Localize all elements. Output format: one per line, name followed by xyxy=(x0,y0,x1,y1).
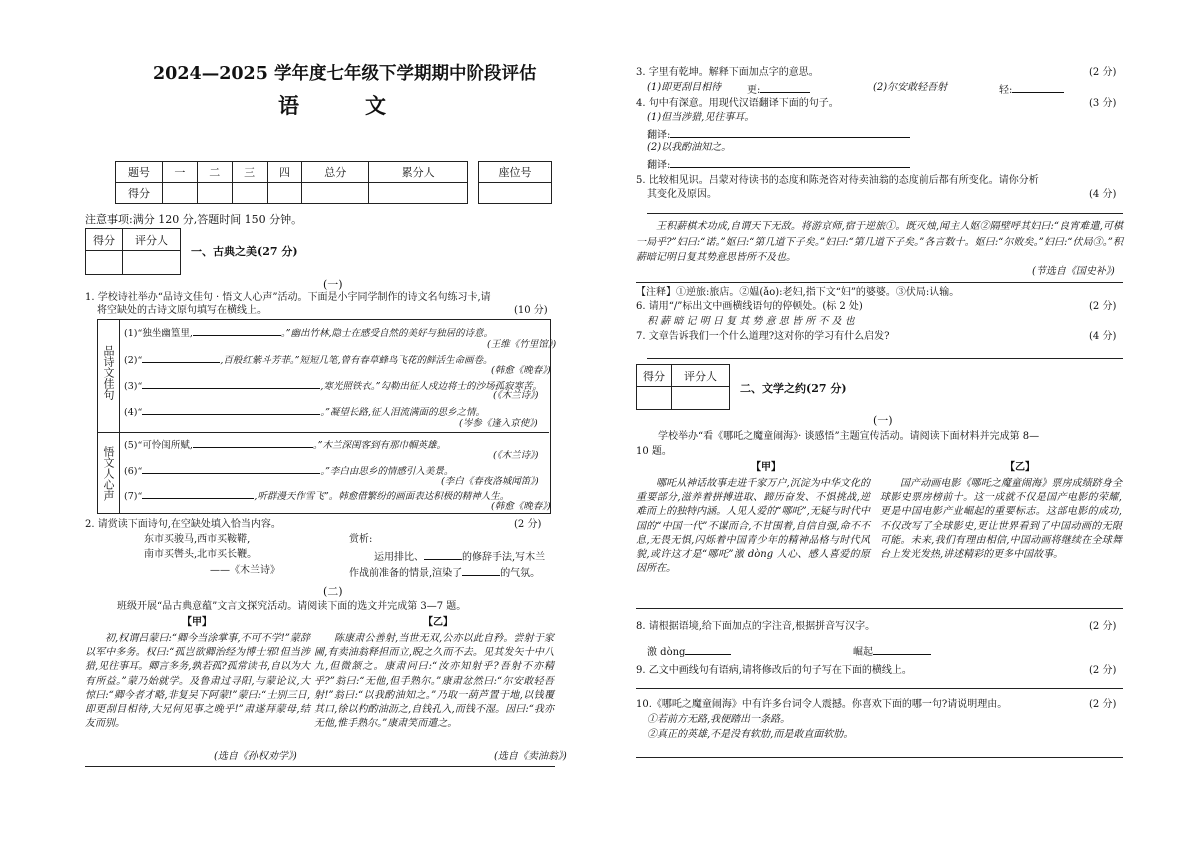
grader-name-label: 评分人 xyxy=(672,365,730,387)
q2-points: (2 分) xyxy=(514,519,542,530)
part-two-intro: 班级开展“品古典意蕴”文言文探究活动。请阅读下面的选文并完成第 3—7 题。 xyxy=(117,601,467,612)
q7-points: (4 分) xyxy=(1089,331,1117,342)
answer-blank[interactable] xyxy=(670,157,910,168)
score-cell: 二 xyxy=(197,162,232,183)
q10-answer-line[interactable] xyxy=(636,757,1123,758)
q4-item-a: (1)但当涉猎,见往事耳。 xyxy=(647,112,755,123)
q1-item-5: (5)“可怜闺所赋, 。”木兰深闺客到有那巾帼英雄。 xyxy=(124,437,446,452)
score-input[interactable] xyxy=(369,183,468,204)
q8-item-a: 激 dòng xyxy=(647,644,731,659)
q8-item-b: 崛起 xyxy=(853,644,931,659)
answer-blank[interactable] xyxy=(142,463,320,474)
passage-bing-note: 【注释】①逆旅:旅店。②媪(ǎo):老妇,指下文“妇”的婆婆。③伏局:认输。 xyxy=(636,287,960,298)
score-input[interactable] xyxy=(163,183,198,204)
seat-label: 座位号 xyxy=(479,162,552,183)
q2-appreciation-1: 运用排比、 的修辞手法,写木兰 xyxy=(374,549,545,564)
s2-yi-label: 【乙】 xyxy=(1005,462,1035,473)
score-cell: 累分人 xyxy=(369,162,468,183)
q2-poem-line2: 南市买辔头,北市买长鞭。 xyxy=(144,549,258,560)
s2-intro-2: 10 题。 xyxy=(636,446,672,457)
grader-name-input[interactable] xyxy=(672,387,730,410)
q9-stem: 9. 乙文中画线句有语病,请将修改后的句子写在下面的横线上。 xyxy=(636,665,912,676)
score-input[interactable] xyxy=(232,183,267,204)
q1-item-1: (1)“独坐幽篁里, 。”幽出竹林,隐士在感受自然的美好与独居的诗意。 xyxy=(124,325,493,340)
s2-jia-label: 【甲】 xyxy=(751,462,781,473)
exam-title: 2024—2025 学年度七年级下学期期中阶段评估 xyxy=(153,64,537,84)
q1-item-3-source: (《木兰诗》) xyxy=(493,390,539,401)
passage-jia-source: (选自《孙权劝学》) xyxy=(214,751,297,762)
s2-intro: 学校举办“看《哪吒之魔童闹海》· 谈感悟”主题宣传活动。请阅读下面材料并完成第 8— xyxy=(658,431,1040,442)
answer-blank[interactable] xyxy=(760,82,810,93)
passage-jia-label: 【甲】 xyxy=(182,617,212,628)
grader-score-input[interactable] xyxy=(637,387,672,410)
q1-item-4-source: (岑参《逢入京使》) xyxy=(459,418,538,429)
section2-title: 二、文学之约(27 分) xyxy=(740,382,847,395)
score-cell: 题号 xyxy=(116,162,163,183)
q3-item-b-answer: 轻: xyxy=(999,82,1064,97)
grader-score-label: 得分 xyxy=(86,229,123,251)
q4-points: (3 分) xyxy=(1089,98,1117,109)
q1-item-4: (4)“ 。”凝望长路,征人泪流满面的思乡之情。 xyxy=(124,404,485,419)
q6-points: (2 分) xyxy=(1089,301,1117,312)
q3-item-a-answer: 更: xyxy=(747,82,810,97)
part-two-label: (二) xyxy=(323,585,343,598)
q1-item-2: (2)“ ,百般红紫斗芳菲。”短短几笔,曾有春草蜂鸟飞花的鲜活生命画卷。 xyxy=(124,352,492,367)
answer-blank[interactable] xyxy=(670,127,910,138)
seat-table xyxy=(478,161,552,204)
grader-name-label: 评分人 xyxy=(123,229,181,251)
section1-title: 一、古典之美(27 分) xyxy=(191,245,298,258)
q10-stem: 10.《哪吒之魔童闹海》中有许多台词令人震撼。你喜欢下面的哪一句?请说明理由。 xyxy=(636,699,1008,710)
score-cell: 得分 xyxy=(116,183,163,204)
answer-blank[interactable] xyxy=(685,644,731,655)
s2-passage-jia: 哪吒从神话故事走进千家万户,沉淀为中华文化的重要部分,滋养着拼搏进取、蹄历奋发、不惧挑战,逆难而上的独特内涵。人见人爱的“哪吒”,无疑与时代中国的“中国一代”不谋而合,不甘围着,自信自强,命不不息,无畏无惧,闪烁着中国青少年的精神品格与时代风貌,或许这才是“哪吒”激 dòng 人心、感人喜爱的原因所在。 xyxy=(636,478,870,575)
q1-item-6-source: (李白《春夜洛城闻笛》) xyxy=(441,476,539,487)
q5-answer-line[interactable] xyxy=(647,213,1123,214)
q1-stem-2: 将空缺处的古诗文原句填写在横线上。 xyxy=(97,305,267,316)
grader-box-2 xyxy=(636,364,730,410)
score-cell: 一 xyxy=(163,162,198,183)
q9-points: (2 分) xyxy=(1089,665,1117,676)
s2-passage-yi: 国产动画电影《哪吒之魔童闹海》票房成绩跻身全球影史票房榜前十。这一成就不仅是国产电影的荣耀,更是中国电影产业崛起的重要标志。这部电影的成功,不仅改写了全球影史,更让世界看到了中国动画的无限可能。未来,我们有理由相信,中国动画将继续在全球舞台上发光发热,讲述精彩的更多中国故事。 xyxy=(880,478,1122,561)
q1-card-hdivider xyxy=(97,432,549,433)
answer-blank[interactable] xyxy=(142,488,254,499)
seat-input[interactable] xyxy=(479,183,552,204)
q3-item-b: (2)尔安敢轻吾射 xyxy=(873,82,948,93)
answer-blank[interactable] xyxy=(873,644,931,655)
q1-points: (10 分) xyxy=(514,305,548,316)
passage-jia: 初,权谓吕蒙曰:“卿今当涂掌事,不可不学!”蒙辞以军中多务。权曰:“孤岂欲卿治经为博士邪!但当涉猎,见往事耳。卿言多务,孰若孤?孤常读书,自以为大有所益。”蒙乃始就学。及鲁肃过寻阳,与蒙论议,大惊曰:“卿今者才略,非复吴下阿蒙!”蒙曰:“士别三日,即更刮目相待,大兄何见事之晚乎!”肃遂拜蒙母,结友而别。 xyxy=(85,633,310,730)
q1-item-1-source: (王维《竹里馆》) xyxy=(487,339,557,350)
q7-stem: 7. 文章告诉我们一个什么道理?这对你的学习有什么启发? xyxy=(636,331,890,342)
score-cell: 四 xyxy=(267,162,302,183)
q8-stem: 8. 请根据语境,给下面加点的字注音,根据拼音写汉字。 xyxy=(636,621,876,632)
q5-stem-2: 其变化及原因。 xyxy=(647,189,717,200)
answer-blank[interactable] xyxy=(193,325,281,336)
q10-points: (2 分) xyxy=(1089,699,1117,710)
q2-appreciation-label: 赏析: xyxy=(349,534,373,545)
q1-item-7-source: (韩愈《晚春》) xyxy=(491,501,551,512)
answer-blank[interactable] xyxy=(142,404,320,415)
grader-name-input[interactable] xyxy=(123,251,181,275)
q1-stem: 1. 学校诗社举办“品诗文佳句 · 悟文人心声”活动。下面是小宇同学制作的诗文名句练习卡,请 xyxy=(85,292,491,303)
score-cell: 总分 xyxy=(302,162,369,183)
q2-stem: 2. 请赏读下面诗句,在空缺处填入恰当内容。 xyxy=(85,519,281,530)
q5-points: (4 分) xyxy=(1089,189,1117,200)
q1-card-divider xyxy=(119,319,120,513)
part-one-label: (一) xyxy=(323,278,343,291)
subject-title: 语 文 xyxy=(278,93,394,118)
q4-item-b: (2)以我酌油知之。 xyxy=(647,142,732,153)
passage-yi-label: 【乙】 xyxy=(423,617,453,628)
q9-answer-line[interactable] xyxy=(636,688,1123,689)
score-input[interactable] xyxy=(302,183,369,204)
grader-box xyxy=(85,228,181,275)
q2-poem-line1: 东市买骏马,西市买鞍鞯, xyxy=(144,534,251,545)
passage-bing: 王积薪棋术功成,自谓天下无敌。将游京师,宿于逆旅①。既灭烛,闻主人妪②隔壁呼其妇曰:“良宵难遣,可棋一局乎?”妇曰:“诺。”妪曰:“第几道下子矣。”妇曰:“第几道下子矣。”各言数十。妪曰:“尔败矣。”妇曰:“伏局③。”积薪暗记明日复其势意思皆所不及也。 xyxy=(636,221,1123,263)
q2-poem-source: ——《木兰诗》 xyxy=(210,565,280,576)
q4-item-b-translation: 翻译: xyxy=(647,157,910,172)
passage-source-rule xyxy=(85,766,555,767)
q5-stem: 5. 比较相见识。吕蒙对待读书的态度和陈尧咨对待卖油翁的态度前后都有所变化。请你分析 xyxy=(636,175,1039,186)
answer-blank[interactable] xyxy=(1012,82,1064,93)
score-table xyxy=(115,161,468,204)
s2-part-one-label: (一) xyxy=(873,414,893,427)
q8-points: (2 分) xyxy=(1089,621,1117,632)
score-input[interactable] xyxy=(197,183,232,204)
group2-label: 悟文人心声 xyxy=(102,446,115,501)
passage-yi: 陈康肃公善射,当世无双,公亦以此自矜。尝射于家圃,有卖油翁释担而立,睨之久而不去。见其发矢十中八九,但微颔之。康肃问曰:“汝亦知射乎?吾射不亦精乎?”翁曰:“无他,但手熟尔。”康肃忿然曰:“尔安敢轻吾射!”翁曰:“以我酌油知之。”乃取一葫芦置于地,以钱覆其口,徐以杓酌油沥之,自钱孔入,而钱不湿。因曰:“我亦无他,惟手熟尔。”康肃笑而遣之。 xyxy=(314,633,554,730)
answer-blank[interactable] xyxy=(193,437,313,448)
q4-item-a-translation: 翻译: xyxy=(647,127,910,142)
group1-label: 品诗文佳句 xyxy=(102,345,115,400)
s2-passage-rule xyxy=(636,608,1123,609)
q1-item-2-source: (韩愈《晚春》) xyxy=(491,365,551,376)
notice: 注意事项:满分 120 分,答题时间 150 分钟。 xyxy=(85,213,303,226)
q4-stem: 4. 句中有深意。用现代汉语翻译下面的句子。 xyxy=(636,98,839,109)
answer-blank[interactable] xyxy=(424,549,462,560)
passage-bing-rule xyxy=(636,282,1123,283)
q1-item-5-source: (《木兰诗》) xyxy=(493,450,539,461)
q6-stem: 6. 请用“/”标出文中画横线语句的停顿处。(标 2 处) xyxy=(636,301,863,312)
q1-item-3: (3)“ ,寒光照铁衣。”勾勒出征人戍边将士的沙场孤寂寒苦。 xyxy=(124,378,542,393)
score-cell: 三 xyxy=(232,162,267,183)
passage-yi-source: (选自《卖油翁》) xyxy=(494,751,567,762)
q1-item-7: (7)“ ,听群漫天作雪飞”。韩愈借繁纷的画面表达积极的精神人生。 xyxy=(124,488,509,503)
q10-option-a: ①若前方无路,我便踏出一条路。 xyxy=(647,714,791,725)
q2-appreciation-2: 作战前准备的情景,渲染了 的气氛。 xyxy=(349,565,540,580)
score-input[interactable] xyxy=(267,183,302,204)
q7-answer-line[interactable] xyxy=(647,358,1123,359)
passage-bing-source: (节选自《国史补》) xyxy=(1032,266,1115,277)
q6-sentence[interactable]: 积 薪 暗 记 明 日 复 其 势 意 思 皆 所 不 及 也 xyxy=(647,316,855,327)
answer-blank[interactable] xyxy=(142,352,220,363)
q3-item-a: (1)即更刮目相待 xyxy=(647,82,722,93)
grader-score-input[interactable] xyxy=(86,251,123,275)
answer-blank[interactable] xyxy=(142,378,320,389)
answer-blank[interactable] xyxy=(462,565,500,576)
grader-score-label: 得分 xyxy=(637,365,672,387)
q3-points: (2 分) xyxy=(1089,67,1117,78)
q3-stem: 3. 字里有乾坤。解释下面加点字的意思。 xyxy=(636,67,819,78)
q10-option-b: ②真正的英雄,不是没有软肋,而是敢直面软肋。 xyxy=(647,729,854,740)
q1-item-6: (6)“ 。”李白由思乡的情感引入美景。 xyxy=(124,463,453,478)
